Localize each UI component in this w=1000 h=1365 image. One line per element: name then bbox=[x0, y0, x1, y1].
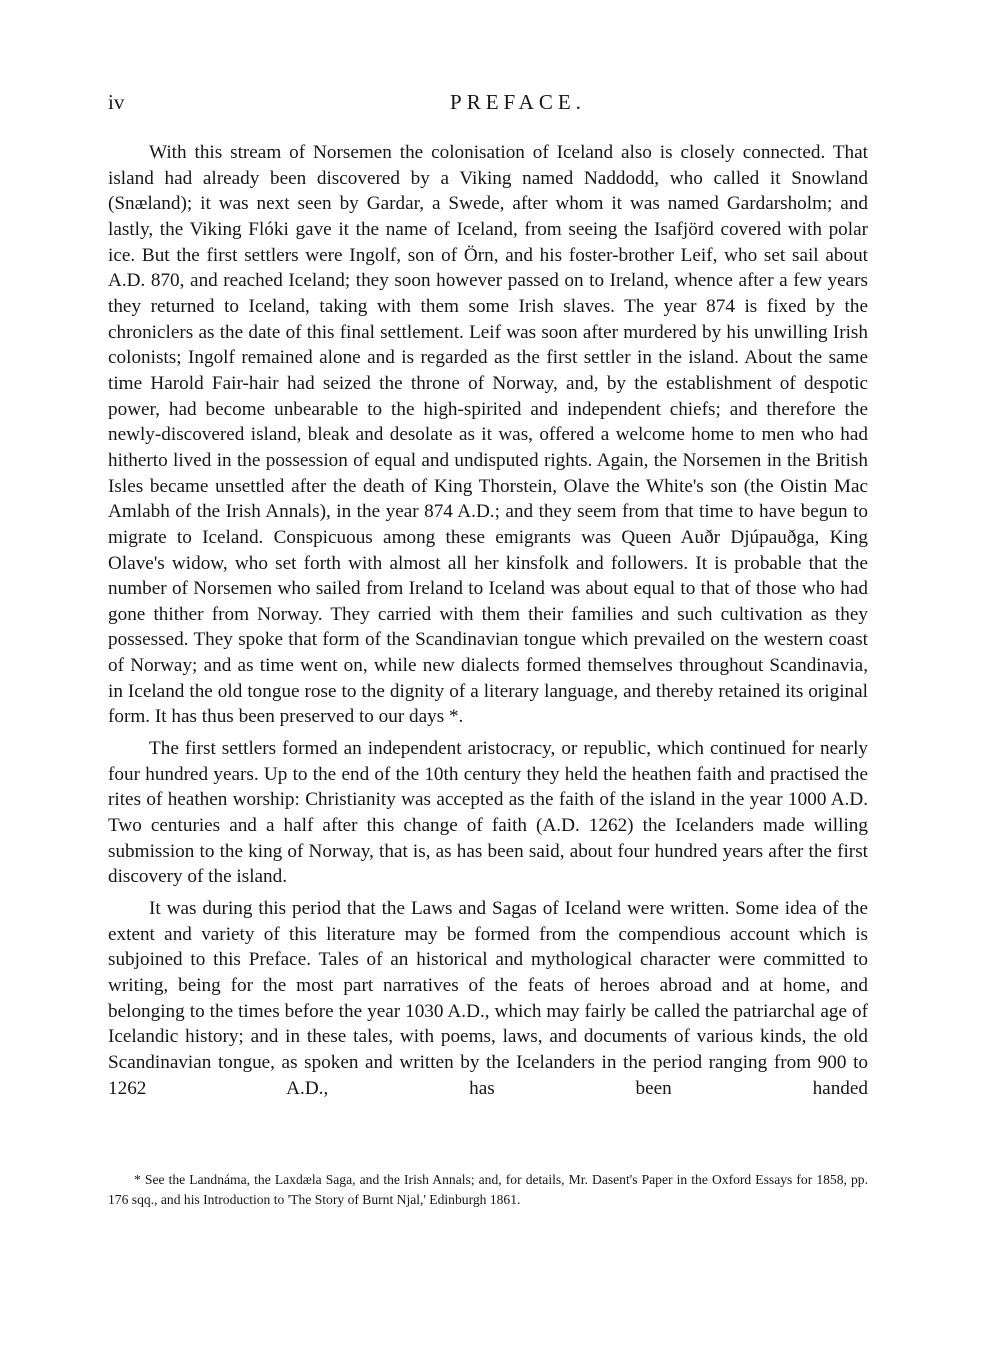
footnote bbox=[108, 1170, 868, 1209]
paragraph-text: With this stream of Norsemen the colonisation of Iceland also is closely connected. That island had already been discovered by a Viking named Naddodd, who called it Snowland (Snæland); it was next seen by Gardar, a Swede, after whom it was named Gardarsholm; and lastly, the Viking Flóki gave it the name of Iceland, from seeing the Isafjörd covered with polar ice. But the first settlers were Ingolf, son of Örn, and his foster-brother Leif, who set sail about A.D. 870, and reached Iceland; they soon however passed on to Ireland, whence after a few years they returned to Iceland, taking with them some Irish slaves. The year 874 is fixed by the chroniclers as the date of this final settlement. Leif was soon after murdered by his unwilling Irish colonists; Ingolf remained alone and is regarded as the first settler in the island. About the same time Harold Fair-hair had seized the throne of Norway, and, by the establishment of despotic power, had become unbearable to the high-spirited and independent chiefs; and therefore the newly-discovered island, bleak and desolate as it was, offered a welcome home to men who had hitherto lived in the possession of equal and undisputed rights. Again, the Norsemen in the British Isles became unsettled after the death of King Thorstein, Olave the White's son (the Oistin Mac Amlabh of the Irish Annals), in the year 874 A.D.; and they seem from that time to have begun to migrate to Iceland. Conspicuous among these emigrants was Queen Auðr Djúpauðga, King Olave's widow, who set forth with almost all her kinsfolk and followers. It is probable that the number of Norsemen who sailed from Ireland to Iceland was about equal to that of those who had gone thither from Norway. They carried with them their families and such cultivation as they possessed. They spoke that form of the Scandinavian tongue which prevailed on the western coast of Norway; and as time went on, while new dialects formed themselves throughout Scandinavia, in Iceland the old tongue rose to the dignity of a literary language, and thereby retained its original form. It has thus been preserved to our days bbox=[108, 142, 868, 728]
paragraph bbox=[108, 140, 868, 730]
paragraph: It was during this period that the Laws and Sagas of Iceland were written. Some idea of the extent and variety of this literature may be formed from the compendious account which is subjoined to this Preface. Tales of an historical and mythological character were committed to writing, being for the most part narratives of the feats of heroes abroad and at home, and belonging to the times before the year 1030 A.D., which may fairly be called the patriarchal age of Icelandic history; and in these tales, with poems, laws, and documents of various kinds, the old Scandinavian tongue, as spoken and written by the Icelanders in the period ranging from 900 to 1262 A.D., has been handed bbox=[108, 898, 868, 1099]
page-number: iv bbox=[108, 90, 125, 114]
footnote-text: * See the Landnáma, the Laxdæla Saga, and the Irish Annals; and, for details, Mr. Dasent's Paper in the Oxford Essays for 1858, pp. 176 sqq., and his Introduction to 'The Story of Burnt Njal,' Edinburgh 1861. bbox=[108, 1172, 868, 1207]
paragraph: The first settlers formed an independent aristocracy, or republic, which continued for nearly four hundred years. Up to the end of the 10th century they held the heathen faith and practised the rites of heathen worship: Christianity was accepted as the faith of the island in the year 1000 A.D. Two centuries and a half after this change of faith (A.D. 1262) the Icelanders made willing submission to the king of Norway, that is, as has been said, about four hundred years after the first discovery of the island. bbox=[108, 738, 868, 888]
footnote-marker: *. bbox=[449, 706, 464, 728]
running-title: PREFACE. bbox=[450, 90, 586, 114]
page-header bbox=[108, 90, 868, 122]
main-text bbox=[108, 140, 868, 1101]
